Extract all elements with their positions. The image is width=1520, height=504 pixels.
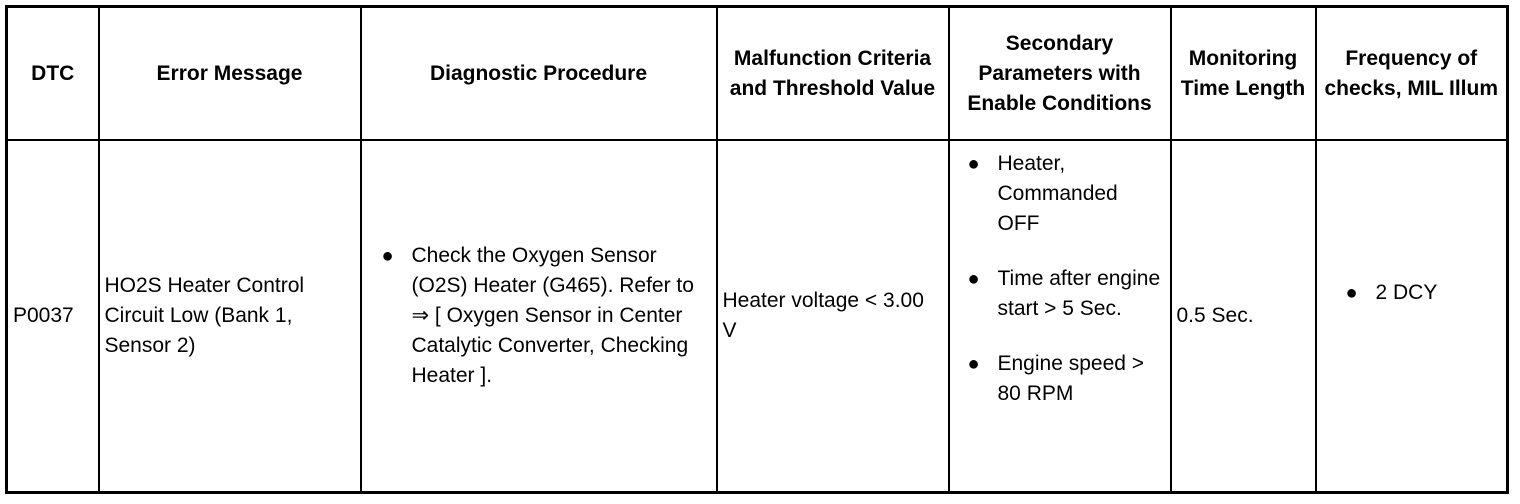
header-secondary-parameters: Secondary Parameters with Enable Conditions	[949, 7, 1171, 141]
frequency-text: 2 DCY	[1375, 281, 1438, 304]
procedure-item	[380, 241, 712, 391]
secondary-parameter-text: Time after engine start > 5 Sec.	[997, 267, 1161, 320]
secondary-parameter-text: Engine speed > 80 RPM	[997, 352, 1145, 405]
cell-secondary-parameters	[949, 140, 1171, 493]
header-diagnostic-procedure: Diagnostic Procedure	[361, 7, 717, 141]
procedure-text: Check the Oxygen Sensor (O2S) Heater (G465). Refer to ⇒ [ Oxygen Sensor in Center Catalytic Converter, Checking Heater ].	[411, 244, 694, 387]
cell-error-message: HO2S Heater Control Circuit Low (Bank 1, Sensor 2)	[99, 140, 361, 493]
procedure-list	[380, 241, 712, 391]
dtc-table	[5, 5, 1509, 494]
table-row	[7, 140, 1508, 493]
header-malfunction-criteria: Malfunction Criteria and Threshold Value	[717, 7, 949, 141]
secondary-parameters-list	[966, 149, 1166, 409]
secondary-parameter-item	[966, 349, 1166, 409]
header-frequency: Frequency of checks, MIL Illum	[1316, 7, 1508, 141]
header-error-message: Error Message	[99, 7, 361, 141]
header-dtc: DTC	[7, 7, 99, 141]
secondary-parameter-text: Heater, Commanded OFF	[997, 152, 1118, 235]
secondary-parameter-item	[966, 264, 1166, 324]
frequency-list	[1322, 278, 1503, 308]
cell-dtc: P0037	[7, 140, 99, 493]
cell-diagnostic-procedure	[361, 140, 717, 493]
cell-monitoring-time: 0.5 Sec.	[1171, 140, 1316, 493]
cell-frequency	[1316, 140, 1508, 493]
frequency-item	[1344, 278, 1503, 308]
cell-malfunction-criteria: Heater voltage < 3.00 V	[717, 140, 949, 493]
secondary-parameter-item	[966, 149, 1166, 239]
header-row	[7, 7, 1508, 141]
header-monitoring-time: Monitoring Time Length	[1171, 7, 1316, 141]
